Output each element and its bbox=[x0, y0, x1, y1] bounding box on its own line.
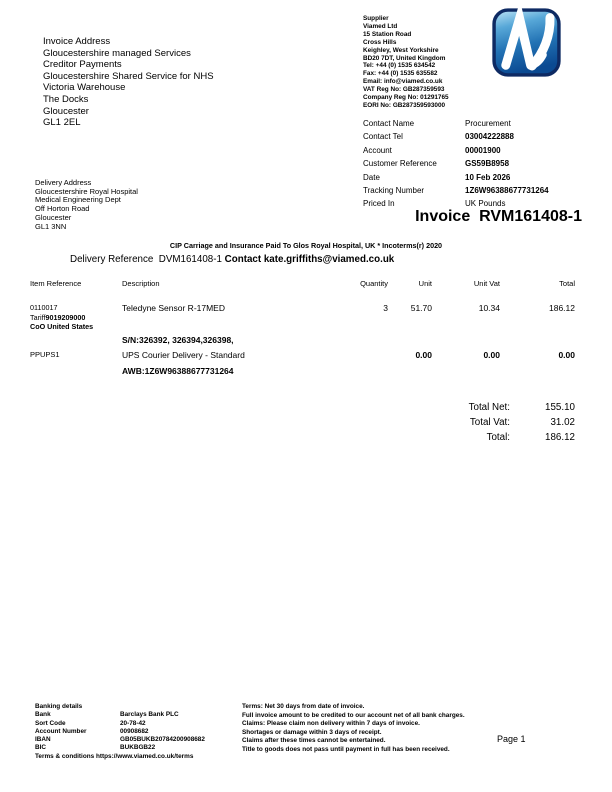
supplier-line: Cross Hills bbox=[363, 38, 397, 46]
priced-in-value: UK Pounds bbox=[465, 199, 506, 209]
col-header-description: Description bbox=[122, 279, 160, 288]
col-header-unit: Unit bbox=[418, 279, 432, 288]
supplier-title: Supplier bbox=[363, 15, 389, 22]
total-net-value: 155.10 bbox=[545, 402, 575, 413]
row1-unit-vat: 10.34 bbox=[478, 303, 500, 313]
banking-details-block bbox=[35, 703, 240, 761]
row1-tariff-label: Tariff bbox=[30, 312, 46, 322]
total-vat-value: 31.02 bbox=[550, 417, 575, 428]
terms-line: Terms: Net 30 days from date of invoice. bbox=[242, 703, 365, 710]
invoice-address-line: Victoria Warehouse bbox=[43, 82, 126, 94]
delivery-contact-email: Contact kate.griffiths@viamed.co.uk bbox=[224, 254, 395, 265]
total-value: 186.12 bbox=[545, 432, 575, 443]
terms-line: Claims after these times cannot be entertained. bbox=[242, 737, 386, 744]
supplier-line: Viamed Ltd bbox=[363, 22, 398, 30]
account-number-label: Account Number bbox=[35, 727, 87, 735]
viamed-logo bbox=[491, 8, 562, 77]
contact-row bbox=[363, 132, 578, 145]
account-number-row bbox=[35, 728, 240, 736]
delivery-reference-line bbox=[70, 254, 394, 265]
delivery-address-line: Off Horton Road bbox=[35, 204, 90, 214]
bic-value: BUKBGB22 bbox=[120, 744, 156, 752]
row1-unit-price: 51.70 bbox=[410, 303, 432, 313]
terms-line: Claims: Please claim non delivery within 7 days of invoice. bbox=[242, 720, 420, 727]
bank-value: Barclays Bank PLC bbox=[120, 711, 179, 719]
supplier-line: Tel: +44 (0) 1535 634542 bbox=[363, 62, 436, 70]
invoice-address-line: Gloucester bbox=[43, 105, 89, 117]
iban-row bbox=[35, 736, 240, 744]
account-number-value: 00908682 bbox=[120, 727, 149, 735]
contact-name-value: Procurement bbox=[465, 119, 511, 128]
tracking-number-label: Tracking Number bbox=[363, 185, 425, 195]
delivery-reference-text: Delivery Reference DVM161408-1 bbox=[70, 254, 225, 265]
row2-unit-vat: 0.00 bbox=[483, 350, 500, 360]
row1-tariff-code: 9019209000 bbox=[45, 312, 86, 322]
delivery-address-line: Gloucester bbox=[35, 212, 72, 222]
supplier-line: Company Reg No: 01291765 bbox=[363, 94, 449, 102]
row2-unit-price: 0.00 bbox=[415, 350, 432, 360]
priced-in-label: Priced In bbox=[363, 199, 395, 209]
supplier-block bbox=[363, 15, 493, 110]
supplier-line: Keighley, West Yorkshire bbox=[363, 46, 439, 54]
bic-row bbox=[35, 744, 240, 752]
contact-tel-label: Contact Tel bbox=[363, 132, 403, 142]
invoice-address-line: Gloucestershire managed Services bbox=[43, 47, 191, 59]
col-header-quantity: Quantity bbox=[360, 279, 388, 288]
viamed-logo-icon bbox=[491, 8, 562, 77]
invoice-address-line: Creditor Payments bbox=[43, 59, 122, 71]
row2-description: UPS Courier Delivery - Standard bbox=[122, 350, 245, 360]
invoice-title: Invoice RVM161408-1 bbox=[415, 208, 582, 225]
iban-label: IBAN bbox=[35, 736, 51, 744]
delivery-address-line: GL1 3NN bbox=[35, 221, 67, 231]
contact-row bbox=[363, 119, 578, 132]
terms-line: Shortages or damage within 3 days of receipt. bbox=[242, 728, 382, 736]
row1-serial-numbers: S/N:326392, 326394,326398, bbox=[122, 335, 234, 345]
invoice-address-block bbox=[43, 36, 214, 129]
delivery-address-block bbox=[35, 179, 138, 231]
banking-details-title: Banking details bbox=[35, 703, 83, 710]
terms-conditions-link: Terms & conditions https://www.viamed.co.uk/terms bbox=[35, 752, 194, 760]
supplier-line: VAT Reg No: GB287359593 bbox=[363, 86, 445, 94]
sort-code-row bbox=[35, 720, 240, 728]
col-header-unit-vat: Unit Vat bbox=[473, 279, 500, 288]
delivery-address-line: Gloucestershire Royal Hospital bbox=[35, 186, 138, 196]
row1-total: 186.12 bbox=[549, 303, 575, 313]
contact-row bbox=[363, 146, 578, 159]
customer-reference-value: GS59B8958 bbox=[465, 159, 510, 169]
page-number: Page 1 bbox=[497, 734, 526, 744]
supplier-line: EORI No: GB287359593000 bbox=[363, 101, 446, 109]
terms-line: Full invoice amount to be credited to our account net of all bank charges. bbox=[242, 711, 465, 719]
invoice-address-line: Gloucestershire Shared Service for NHS bbox=[43, 70, 214, 82]
invoice-address-line: The Docks bbox=[43, 93, 89, 105]
account-value: 00001900 bbox=[465, 145, 501, 155]
row1-country-of-origin: CoO United States bbox=[30, 321, 94, 331]
date-value: 10 Feb 2026 bbox=[465, 172, 511, 182]
contact-tel-value: 03004222888 bbox=[465, 132, 514, 142]
row2-awb-number: AWB:1Z6W96388677731264 bbox=[122, 366, 234, 376]
row1-item-reference: 0110017 bbox=[30, 303, 58, 312]
total-vat-label: Total Vat: bbox=[469, 417, 510, 428]
row1-quantity: 3 bbox=[383, 303, 388, 313]
supplier-email-line: Email: info@viamed.co.uk bbox=[363, 78, 443, 86]
row1-description: Teledyne Sensor R-17MED bbox=[122, 303, 225, 313]
contact-details-block bbox=[363, 119, 578, 213]
supplier-line: BD20 7DT, United Kingdom bbox=[363, 54, 446, 62]
supplier-line: 15 Station Road bbox=[363, 30, 412, 38]
bank-label: Bank bbox=[35, 711, 51, 719]
invoice-address-title: Invoice Address bbox=[43, 36, 111, 47]
contact-row bbox=[363, 186, 578, 199]
customer-reference-label: Customer Reference bbox=[363, 159, 437, 169]
sort-code-label: Sort Code bbox=[35, 719, 66, 727]
invoice-address-line: GL1 2EL bbox=[43, 117, 81, 129]
date-label: Date bbox=[363, 172, 380, 182]
payment-terms-block bbox=[242, 703, 527, 754]
delivery-address-line: Medical Engineering Dept bbox=[35, 195, 121, 205]
contact-row bbox=[363, 173, 578, 186]
supplier-line: Fax: +44 (0) 1535 635582 bbox=[363, 70, 438, 78]
terms-line: Title to goods does not pass until payment in full has been received. bbox=[242, 745, 450, 753]
row2-item-reference: PPUPS1 bbox=[30, 350, 60, 359]
row1-tariff-line bbox=[30, 313, 118, 322]
total-label: Total: bbox=[486, 432, 510, 443]
contact-name-label: Contact Name bbox=[363, 119, 415, 128]
col-header-total: Total bbox=[559, 279, 575, 288]
tracking-number-value: 1Z6W96388677731264 bbox=[465, 185, 549, 195]
bank-row bbox=[35, 711, 240, 719]
iban-value: GB05BUKB20784200908682 bbox=[120, 736, 205, 744]
total-net-label: Total Net: bbox=[468, 402, 510, 413]
row2-total: 0.00 bbox=[558, 350, 575, 360]
incoterms-line: CIP Carriage and Insurance Paid To Glos Royal Hospital, UK * Incoterms(r) 2020 bbox=[169, 241, 443, 250]
delivery-address-title: Delivery Address bbox=[35, 178, 92, 187]
contact-row bbox=[363, 159, 578, 172]
bic-label: BIC bbox=[35, 744, 47, 752]
account-label: Account bbox=[363, 145, 392, 155]
sort-code-value: 20-78-42 bbox=[120, 719, 146, 727]
col-header-item-reference: Item Reference bbox=[30, 279, 82, 288]
